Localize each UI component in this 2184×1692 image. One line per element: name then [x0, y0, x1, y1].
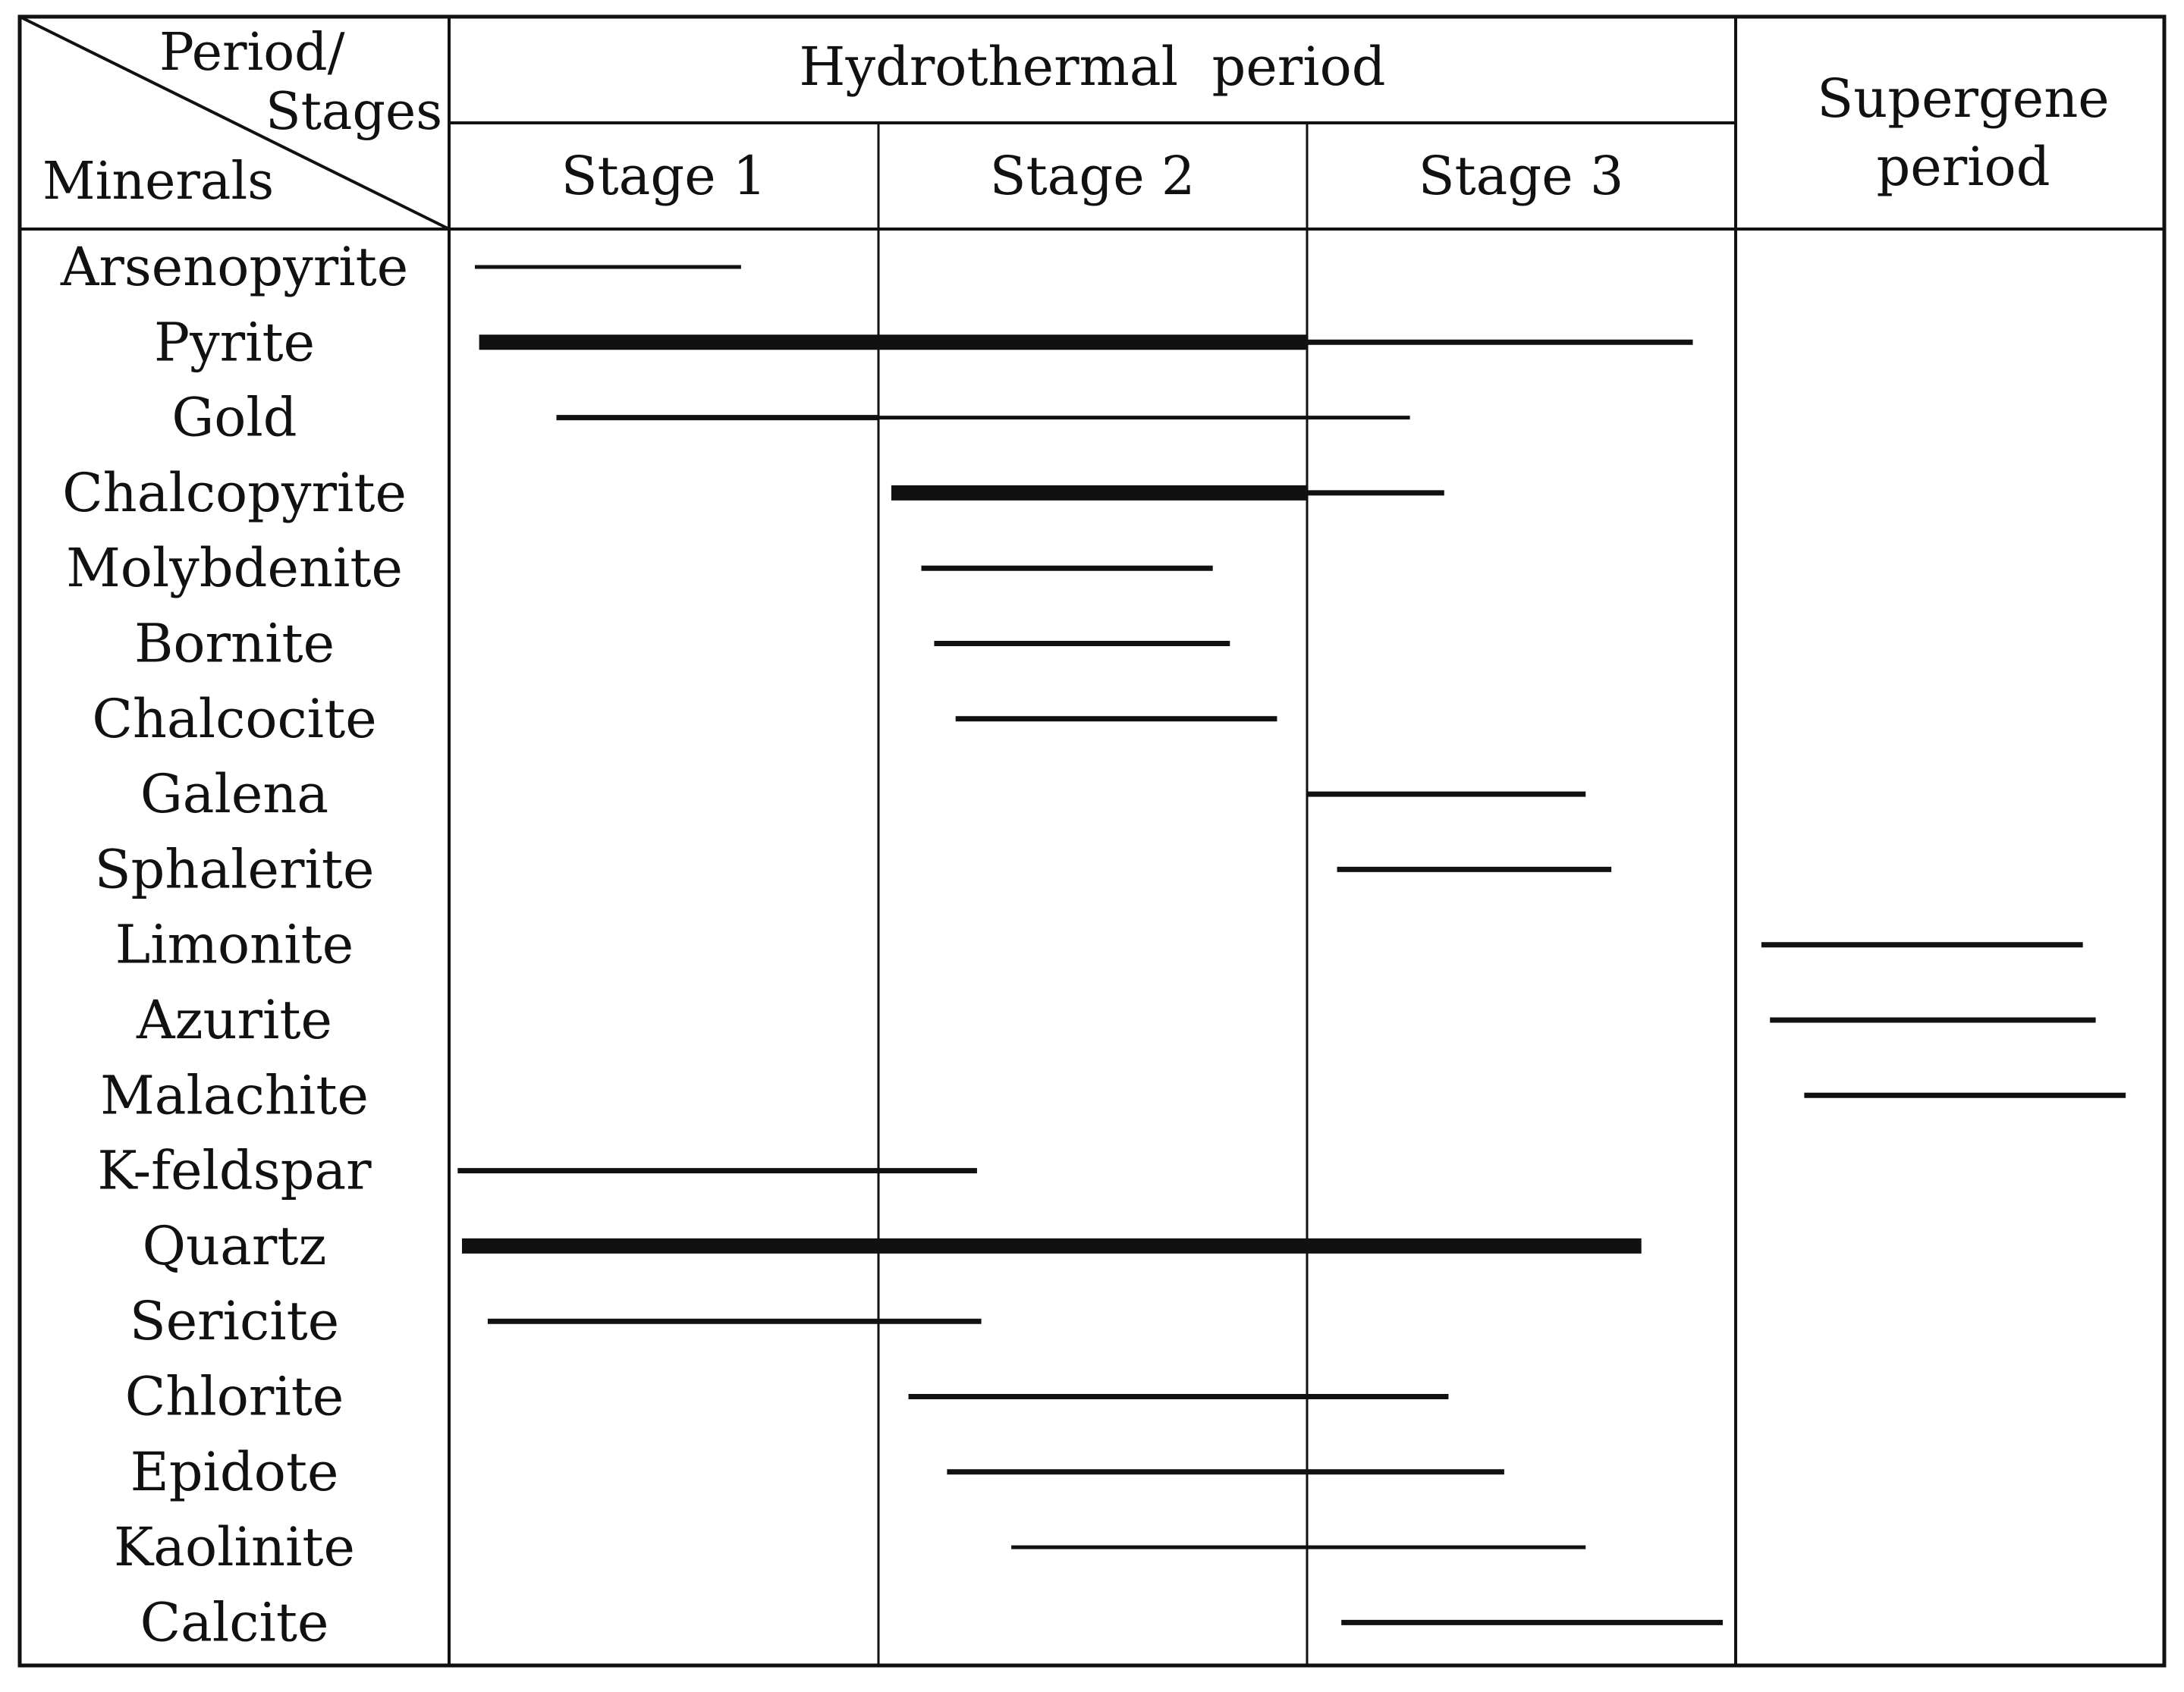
- mineral-label-k-feldspar: K-feldspar: [97, 1139, 372, 1202]
- mineral-label-malachite: Malachite: [100, 1064, 369, 1127]
- mineral-label-azurite: Azurite: [137, 989, 332, 1051]
- mineral-label-gold: Gold: [171, 386, 297, 449]
- stage-1-heading: Stage 1: [561, 145, 767, 207]
- corner-period-label: Period/: [159, 23, 345, 83]
- supergene-heading-line1: Supergene: [1817, 67, 2110, 130]
- mineral-label-arsenopyrite: Arsenopyrite: [60, 236, 409, 298]
- stage-3-heading: Stage 3: [1418, 145, 1624, 207]
- mineral-label-quartz: Quartz: [142, 1214, 327, 1277]
- mineral-label-limonite: Limonite: [115, 913, 354, 976]
- mineral-label-chalcocite: Chalcocite: [92, 687, 377, 750]
- mineral-label-bornite: Bornite: [134, 612, 335, 675]
- mineral-label-calcite: Calcite: [140, 1591, 329, 1654]
- mineral-label-pyrite: Pyrite: [153, 311, 316, 374]
- mineral-label-sericite: Sericite: [129, 1290, 340, 1353]
- mineral-label-epidote: Epidote: [130, 1440, 339, 1503]
- mineral-label-molybdenite: Molybdenite: [66, 537, 403, 600]
- mineral-label-galena: Galena: [140, 763, 329, 826]
- mineral-label-sphalerite: Sphalerite: [94, 838, 375, 901]
- header: [42, 23, 2110, 212]
- mineral-label-chlorite: Chlorite: [124, 1365, 344, 1428]
- hydrothermal-period-heading: Hydrothermal period: [799, 36, 1386, 98]
- corner-stages-label: Stages: [266, 82, 443, 142]
- mineral-rows: [60, 236, 2126, 1653]
- supergene-heading-line2: period: [1876, 136, 2050, 198]
- mineral-label-chalcopyrite: Chalcopyrite: [62, 461, 407, 524]
- stage-2-heading: Stage 2: [989, 145, 1196, 207]
- mineral-label-kaolinite: Kaolinite: [114, 1516, 355, 1579]
- corner-minerals-label: Minerals: [42, 152, 275, 212]
